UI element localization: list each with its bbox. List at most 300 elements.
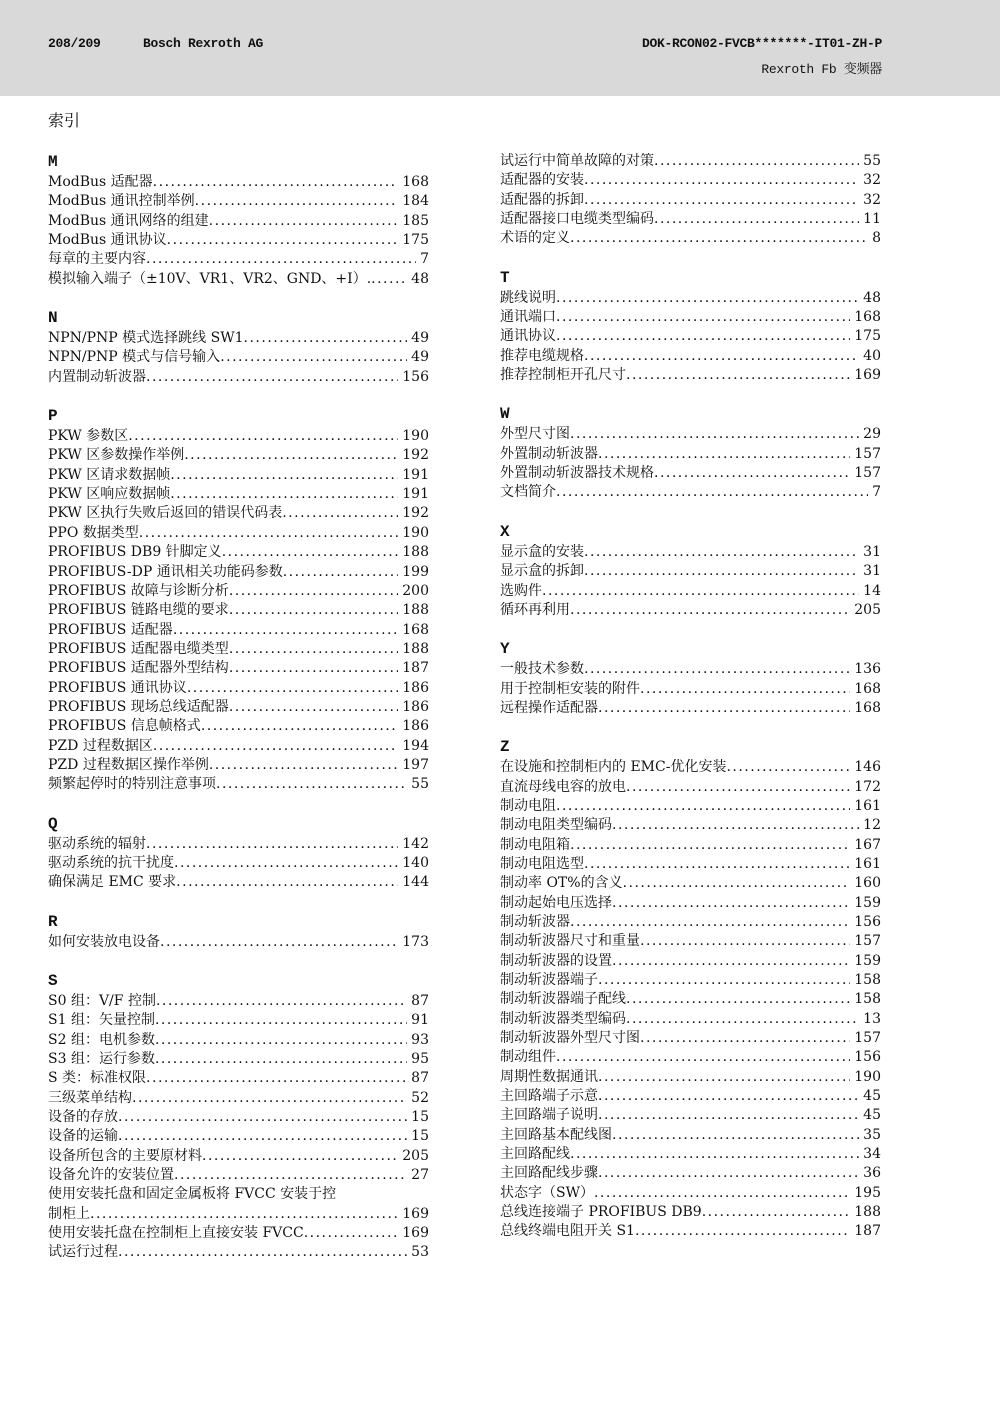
dot-leader: [598, 1068, 850, 1087]
entry-page: 188: [854, 1204, 881, 1221]
index-entry: [48, 737, 429, 756]
index-entry: [48, 1050, 429, 1069]
entry-page: 146: [854, 759, 881, 776]
entry-page: 167: [854, 836, 881, 853]
dot-leader: [128, 427, 398, 446]
dot-leader: [594, 1184, 850, 1203]
entry-text: 设备允许的安装位置: [48, 1167, 174, 1184]
index-entry: [48, 1127, 429, 1146]
dot-leader: [635, 1222, 850, 1241]
index-entry: [48, 192, 429, 211]
entry-text: 制动斩波器外型尺寸图: [500, 1030, 640, 1047]
dot-leader: [570, 425, 859, 444]
entry-text: 制动电阻选型: [500, 855, 584, 872]
section-letter: S: [48, 972, 58, 990]
dot-leader: [584, 191, 859, 210]
page-header: [0, 0, 1000, 96]
entry-text: S3 组：运行参数: [48, 1051, 155, 1068]
entry-page: 95: [411, 1051, 429, 1068]
index-entry: [500, 1010, 881, 1029]
entry-text: 设备的存放: [48, 1109, 118, 1126]
index-entry: [48, 854, 429, 873]
entry-page: 140: [402, 854, 429, 871]
dot-leader: [726, 758, 850, 777]
entry-text: 频繁起停时的特别注意事项: [48, 776, 216, 793]
dot-leader: [222, 543, 399, 562]
dot-leader: [139, 524, 398, 543]
index-entry: [500, 855, 881, 874]
dot-leader: [598, 699, 850, 718]
index-entry: [48, 659, 429, 678]
entry-text: 如何安装放电设备: [48, 933, 160, 950]
dot-leader: [90, 1205, 398, 1224]
entry-page: 12: [863, 817, 881, 834]
dot-leader: [570, 1145, 859, 1164]
entry-page: 186: [402, 718, 429, 735]
entry-text: 制动斩波器类型编码: [500, 1010, 626, 1027]
entry-page: 31: [863, 563, 881, 580]
entry-text: 制动斩波器尺寸和重量: [500, 933, 640, 950]
entry-page: 11: [863, 211, 881, 228]
dot-leader: [146, 368, 398, 387]
index-entry: [48, 212, 429, 231]
entry-text: PKW 区参数操作举例: [48, 447, 185, 464]
entry-text: 确保满足 EMC 要求: [48, 874, 177, 891]
dot-leader: [598, 971, 850, 990]
entry-text: 显示盒的拆卸: [500, 563, 584, 580]
index-entry: [48, 717, 429, 736]
entry-page: 29: [863, 426, 881, 443]
entry-page: 161: [854, 797, 881, 814]
dot-leader: [570, 601, 850, 620]
entry-text: S 类：标准权限: [48, 1070, 147, 1087]
dot-leader: [146, 835, 398, 854]
entry-text: 主回路基本配线图: [500, 1126, 612, 1143]
section-letter: Z: [500, 738, 510, 757]
entry-page: 188: [402, 544, 429, 561]
index-entry: [48, 368, 429, 387]
index-entry: [500, 1106, 881, 1125]
index-column-left: [48, 152, 429, 1282]
index-section: [48, 814, 429, 893]
entry-text: 循环再利用: [500, 601, 570, 618]
entry-page: 159: [854, 894, 881, 911]
index-entry: [500, 445, 881, 464]
entry-page: 173: [402, 933, 429, 950]
entry-page: 205: [854, 601, 881, 618]
dot-leader: [612, 816, 859, 835]
entry-text: 主回路端子示意: [500, 1088, 598, 1105]
dot-leader: [209, 756, 398, 775]
dot-leader: [170, 485, 398, 504]
index-entry: [500, 366, 881, 385]
index-entry: [48, 1147, 429, 1166]
index-entry: [48, 640, 429, 659]
entry-page: 190: [402, 428, 429, 445]
entry-page: 168: [854, 699, 881, 716]
entry-text: 主回路配线: [500, 1146, 570, 1163]
entry-page: 55: [863, 153, 881, 169]
dot-leader: [170, 466, 398, 485]
entry-page: 35: [863, 1126, 881, 1143]
dot-leader: [626, 1010, 859, 1029]
section-letter: M: [48, 153, 58, 171]
entry-page: 200: [402, 582, 429, 599]
entry-text: 通讯协议: [500, 328, 556, 345]
index-entry: [500, 778, 881, 797]
index-entry: [48, 1069, 429, 1088]
index-entry: [48, 933, 429, 952]
entry-page: 52: [411, 1089, 429, 1106]
entry-text: PZD 过程数据区操作举例: [48, 756, 209, 773]
index-entry: [500, 1126, 881, 1145]
entry-text: PROFIBUS 适配器电缆类型: [48, 640, 229, 657]
index-entry: [500, 210, 881, 229]
dot-leader: [623, 874, 851, 893]
entry-text: 显示盒的安装: [500, 543, 584, 560]
entry-page: 191: [402, 466, 429, 483]
index-entry: [500, 758, 881, 777]
index-entry: [500, 1184, 881, 1203]
index-section: [500, 268, 881, 386]
index-entry: [500, 601, 881, 620]
index-entry: [48, 231, 429, 250]
dot-leader: [155, 1031, 407, 1050]
dot-leader: [654, 464, 850, 483]
dot-leader: [146, 250, 416, 269]
entry-page: 186: [402, 679, 429, 696]
index-entry: [500, 543, 881, 562]
entry-text: S0 组：V/F 控制: [48, 993, 156, 1009]
entry-text: 主回路端子说明: [500, 1107, 598, 1124]
entry-page: 159: [854, 952, 881, 969]
entry-text: 状态字（SW）: [500, 1184, 594, 1201]
dot-leader: [598, 445, 850, 464]
dot-leader: [626, 366, 850, 385]
index-entry: [500, 913, 881, 932]
entry-page: 172: [854, 778, 881, 795]
section-letter: P: [48, 407, 58, 426]
index-entry: [500, 289, 881, 308]
dot-leader: [584, 171, 859, 190]
entry-page: 190: [402, 524, 429, 541]
entry-text: 直流母线电容的放电: [500, 778, 626, 795]
index-section: [48, 912, 429, 952]
index-entry: [48, 173, 429, 192]
index-entry: [500, 990, 881, 1009]
entry-text: PROFIBUS 故障与诊断分析: [48, 582, 229, 599]
dot-leader: [195, 192, 399, 211]
entry-text: 三级菜单结构: [48, 1089, 132, 1106]
index-entry: [500, 191, 881, 210]
index-entry: [500, 971, 881, 990]
entry-text: 试运行过程: [48, 1244, 118, 1261]
entry-page: 158: [854, 991, 881, 1008]
document-id: DOK-RCON02-FVCB*******-IT01-ZH-P: [641, 36, 882, 51]
entry-text: 模拟输入端子（±10V、VR1、VR2、GND、+I）.: [48, 270, 372, 287]
index-entry: [48, 621, 429, 640]
index-entry: [48, 835, 429, 854]
entry-page: 32: [863, 191, 881, 208]
index-entry: [48, 543, 429, 562]
index-section: [500, 152, 881, 249]
dot-leader: [160, 933, 398, 952]
entry-text: 总线连接端子 PROFIBUS DB9: [500, 1204, 702, 1221]
index-entry: [48, 485, 429, 504]
dot-leader: [174, 1166, 407, 1185]
entry-page: 31: [863, 543, 881, 560]
dot-leader: [176, 873, 398, 892]
entry-page: 45: [863, 1107, 881, 1124]
entry-page: 87: [411, 1070, 429, 1087]
entry-page: 53: [411, 1244, 429, 1261]
dot-leader: [584, 660, 850, 679]
dot-leader: [118, 1108, 407, 1127]
entry-text: PZD 过程数据区: [48, 737, 153, 754]
index-section: [500, 404, 881, 502]
dot-leader: [118, 1243, 407, 1262]
index-entry: [48, 348, 429, 367]
dot-leader: [556, 308, 850, 327]
section-letter: Y: [500, 640, 510, 659]
index-entry: [500, 699, 881, 718]
entry-text: PROFIBUS 信息帧格式: [48, 718, 201, 735]
dot-leader: [702, 1203, 851, 1222]
entry-text: 制动电阻类型编码: [500, 817, 612, 834]
dot-leader: [118, 1127, 407, 1146]
index-entry: [48, 329, 429, 348]
entry-text: 术语的定义: [500, 230, 570, 247]
entry-text: PKW 区响应数据帧: [48, 486, 171, 503]
index-entry: [48, 1166, 429, 1185]
entry-page: 168: [854, 309, 881, 326]
index-entry: [48, 775, 429, 794]
index-entry: [48, 270, 429, 289]
dot-leader: [371, 270, 407, 289]
entry-page: 49: [411, 349, 429, 366]
entry-page: 168: [402, 621, 429, 638]
entry-page: 36: [863, 1165, 881, 1182]
dot-leader: [654, 210, 859, 229]
index-entry: [500, 797, 881, 816]
index-entry: [500, 425, 881, 444]
index-entry: [48, 524, 429, 543]
index-entry: [500, 1145, 881, 1164]
entry-text: PROFIBUS 通讯协议: [48, 679, 187, 696]
dot-leader: [244, 329, 408, 348]
entry-page: 175: [402, 232, 429, 249]
dot-leader: [167, 231, 399, 250]
entry-page: 136: [854, 661, 881, 678]
dot-leader: [282, 504, 398, 523]
entry-text: NPN/PNP 模式选择跳线 SW1: [48, 330, 244, 347]
dot-leader: [209, 212, 399, 231]
entry-page: 168: [854, 680, 881, 697]
section-letter: T: [500, 268, 510, 287]
entry-page: 13: [863, 1010, 881, 1027]
entry-text: 跳线说明: [500, 289, 556, 306]
entry-text: 主回路配线步骤: [500, 1165, 598, 1182]
entry-text: 制动电阻箱: [500, 836, 570, 853]
entry-text: 选购件: [500, 582, 542, 599]
entry-page: 142: [402, 835, 429, 852]
dot-leader: [556, 289, 859, 308]
dot-leader: [584, 543, 859, 562]
entry-text: 推荐电缆规格: [500, 347, 584, 364]
index-entry: [500, 582, 881, 601]
entry-text: S2 组：电机参数: [48, 1031, 155, 1048]
entry-text: 设备的运输: [48, 1128, 118, 1145]
dot-leader: [146, 1069, 407, 1088]
entry-text: 在设施和控制柜内的 EMC-优化安装: [500, 759, 727, 776]
entry-text: 制动斩波器端子: [500, 972, 598, 988]
index-entry: [500, 836, 881, 855]
index-entry: [48, 756, 429, 775]
dot-leader: [229, 640, 398, 659]
company-name: Bosch Rexroth AG: [143, 36, 264, 51]
entry-page: 45: [863, 1088, 881, 1105]
index-entry: [48, 873, 429, 892]
section-letter: Q: [48, 814, 58, 833]
entry-text: 制动电阻: [500, 797, 556, 814]
entry-page: 157: [854, 465, 881, 482]
index-entry: [500, 1203, 881, 1222]
entry-text: PROFIBUS-DP 通讯相关功能码参数: [48, 563, 283, 580]
index-entry: [500, 894, 881, 913]
index-entry: [48, 601, 429, 620]
entry-page: 32: [863, 172, 881, 189]
entry-text: S1 组：矢量控制: [48, 1012, 155, 1029]
dot-leader: [598, 1164, 859, 1183]
dot-leader: [640, 1029, 850, 1048]
product-name: Rexroth Fb 变频器: [761, 62, 882, 77]
index-entry: [500, 1029, 881, 1048]
entry-text: 制动斩波器的设置: [500, 952, 612, 969]
dot-leader: [570, 836, 850, 855]
dot-leader: [229, 582, 398, 601]
entry-page: 158: [854, 972, 881, 988]
index-entry: [48, 427, 429, 446]
dot-leader: [202, 1147, 398, 1166]
index-entry: [48, 563, 429, 582]
dot-leader: [598, 1106, 859, 1125]
section-letter: W: [500, 405, 510, 424]
index-entry: [500, 483, 881, 502]
entry-page: 169: [402, 1205, 429, 1222]
entry-page: 48: [863, 289, 881, 306]
dot-leader: [556, 483, 868, 502]
entry-text: 每章的主要内容: [48, 251, 146, 268]
index-entry: [48, 1089, 429, 1108]
entry-text: 制动起始电压选择: [500, 894, 612, 911]
index-entry: [500, 680, 881, 699]
dot-leader: [640, 680, 850, 699]
entry-text: ModBus 通讯网络的组建: [48, 212, 209, 229]
index-entry: [48, 679, 429, 698]
index-entry: [48, 1031, 429, 1050]
entry-page: 49: [411, 330, 429, 347]
index-section: [500, 522, 881, 620]
index-entry: [48, 466, 429, 485]
entry-text: PROFIBUS DB9 针脚定义: [48, 544, 222, 561]
entry-page: 55: [411, 776, 429, 793]
dot-leader: [556, 797, 850, 816]
entry-page: 195: [854, 1184, 881, 1201]
entry-page: 15: [411, 1128, 429, 1145]
entry-text: PKW 区请求数据帧: [48, 466, 171, 483]
entry-text: 文档简介: [500, 484, 556, 501]
entry-text: 适配器的安装: [500, 172, 584, 189]
dot-leader: [584, 855, 850, 874]
dot-leader: [216, 775, 407, 794]
entry-text: 一般技术参数: [500, 661, 584, 678]
entry-text: 制动率 OT%的含义: [500, 875, 623, 892]
entry-page: 144: [402, 874, 429, 891]
dot-leader: [584, 347, 859, 366]
entry-text: 外置制动斩波器技术规格: [500, 465, 654, 482]
entry-page: 48: [411, 270, 429, 287]
entry-text: 外置制动斩波器: [500, 445, 598, 462]
entry-page: 184: [402, 193, 429, 210]
entry-page: 14: [863, 582, 881, 599]
entry-page: 7: [872, 484, 881, 501]
index-entry: [500, 464, 881, 483]
section-letter: N: [48, 309, 58, 328]
page-number: 208/209: [48, 36, 101, 51]
dot-leader: [132, 1089, 407, 1108]
entry-page: 40: [863, 347, 881, 364]
dot-leader: [612, 1126, 859, 1145]
index-entry: [500, 874, 881, 893]
entry-text: 适配器的拆卸: [500, 191, 584, 208]
dot-leader: [584, 562, 859, 581]
entry-page: 156: [854, 1049, 881, 1066]
entry-text: ModBus 通讯协议: [48, 232, 167, 249]
index-entry: [48, 1011, 429, 1030]
index-entry: [500, 229, 881, 248]
entry-page: 91: [411, 1012, 429, 1029]
index-entry: [48, 1243, 429, 1262]
index-entry: [500, 932, 881, 951]
entry-text: 推荐控制柜开孔尺寸: [500, 367, 626, 384]
entry-page: 169: [854, 367, 881, 384]
index-entry: [48, 698, 429, 717]
entry-page: 160: [854, 875, 881, 892]
entry-page: 192: [402, 505, 429, 522]
entry-page: 161: [854, 855, 881, 872]
entry-page: 157: [854, 933, 881, 950]
dot-leader: [153, 173, 399, 192]
entry-page: 192: [402, 447, 429, 464]
entry-page: 194: [402, 737, 429, 754]
index-entry: [500, 308, 881, 327]
entry-page: 197: [402, 756, 429, 773]
dot-leader: [598, 1087, 859, 1106]
entry-text: NPN/PNP 模式与信号输入: [48, 349, 221, 366]
dot-leader: [229, 698, 398, 717]
entry-page: 8: [872, 230, 881, 247]
entry-text: 外型尺寸图: [500, 426, 570, 443]
entry-page: 175: [854, 328, 881, 345]
dot-leader: [201, 717, 398, 736]
entry-text: ModBus 通讯控制举例: [48, 193, 195, 210]
entry-page: 15: [411, 1109, 429, 1126]
index-section: [48, 308, 429, 387]
entry-page: 205: [402, 1147, 429, 1164]
index-entry: [48, 1224, 429, 1243]
index-column-right: [500, 152, 881, 1261]
entry-text: PKW 区执行失败后返回的错误代码表: [48, 505, 283, 522]
